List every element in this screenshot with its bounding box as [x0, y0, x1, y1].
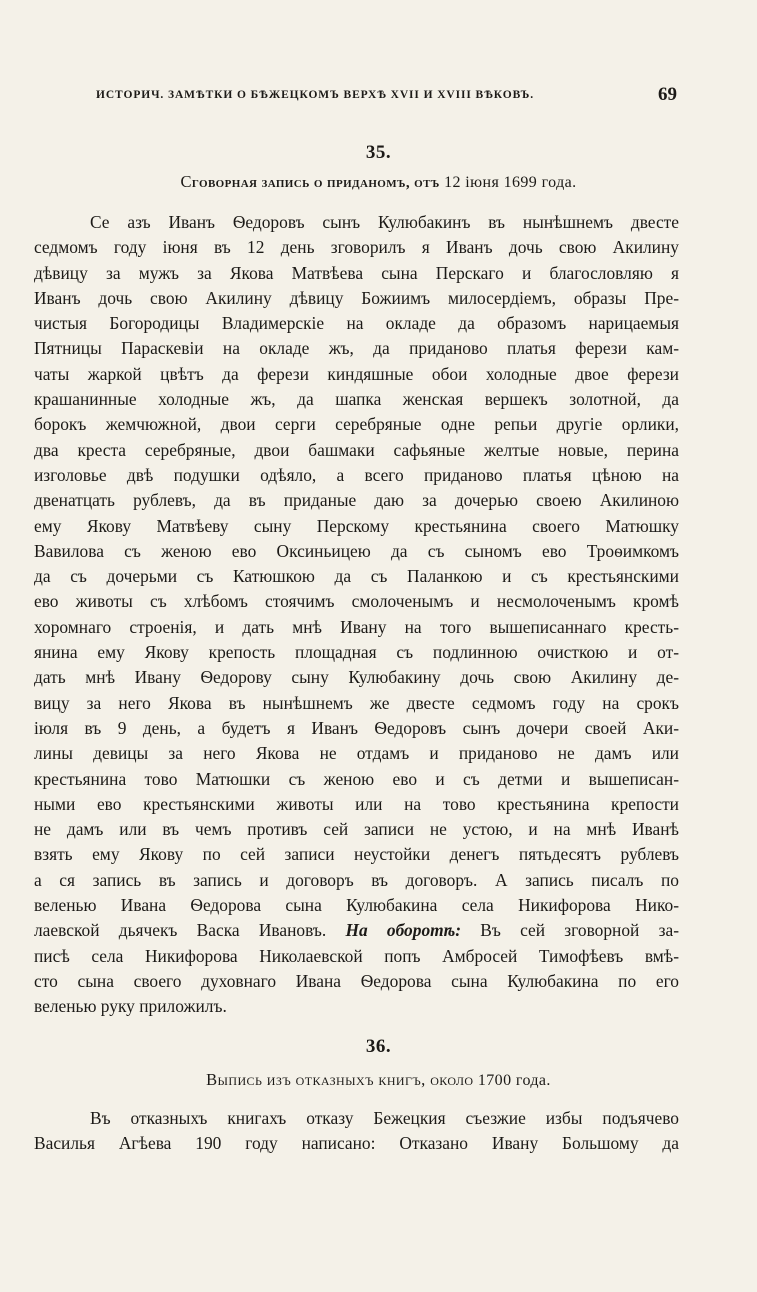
- text-line: Се азъ Иванъ Ѳедоровъ сынъ Кулюбакинъ въ нынѣшнемъ двесте: [90, 212, 679, 232]
- text-line: а ся запись въ запись и договоръ въ договоръ. А запись писалъ по: [34, 869, 679, 890]
- heading-date: 12 іюня 1699 года.: [444, 174, 577, 191]
- text-line: борокъ жемчюжной, двои серги серебряные одне репьи другіе орлики,: [34, 414, 679, 435]
- text-line: янина ему Якову крепость площадная съ подлинною очисткою и от-: [34, 642, 679, 663]
- text-line: ево животы съ хлѣбомъ стоячимъ смолоченымъ и несмолоченымъ кромѣ: [34, 591, 679, 612]
- text-line: веленью Ивана Ѳедорова сына Кулюбакина села Никифорова Нико-: [34, 895, 679, 916]
- text-line: взять ему Якову по сей записи неустойки денегъ пятьдесятъ рублевъ: [34, 844, 679, 865]
- text-line: Василья Агѣева 190 году написано: Отказано Ивану Большому да: [34, 1133, 679, 1154]
- text-line: двенатцать рублевъ, да въ приданые даю за дочерью своею Акилиною: [34, 490, 679, 511]
- text-line: ему Якову Матвѣеву сыну Перскому крестьянина своего Матюшку: [34, 515, 679, 536]
- text-line: два креста серебряные, двои башмаки сафьяные желтые новые, перина: [34, 439, 679, 460]
- line-segment: Въ сей зговорной за-: [480, 920, 679, 941]
- text-line: [34, 918, 679, 943]
- text-line: Пятницы Параскевіи на окладе жъ, да приданово платья ферези кам-: [34, 338, 679, 359]
- page-number: 69: [658, 84, 677, 105]
- running-head: [96, 86, 677, 108]
- text-line: не дамъ или въ чемъ противъ сей записи не устою, и на мнѣ Иванѣ: [34, 819, 679, 840]
- text-line: Иванъ дочь свою Акилину дѣвицу Божиимъ милосердіемъ, образы Пре-: [34, 287, 679, 308]
- text-line: іюля въ 9 день, а будетъ я Иванъ Ѳедоровъ сынъ дочери своей Аки-: [34, 717, 679, 738]
- text-line: дать мнѣ Ивану Ѳедорову сыну Кулюбакину дочь свою Акилину де-: [34, 667, 679, 688]
- text-line: вицу за него Якова въ нынѣшнемъ же двесте седмомъ году на срокъ: [34, 692, 679, 713]
- text-line: да съ дочерьми съ Катюшкою да съ Паланкою и съ крестьянскими: [34, 566, 679, 587]
- text-line: писѣ села Никифорова Николаевской попъ Амбросей Тимофѣевъ вмѣ-: [34, 945, 679, 966]
- text-line: крестьянина тово Матюшки съ женою ево и съ детми и вышеписан-: [34, 768, 679, 789]
- text-line: чаты жаркой цвѣтъ да ферези киндяшные обои холодные двое ферези: [34, 363, 679, 384]
- document-body-36: [34, 1106, 679, 1157]
- text-line: крашанинные холодные жъ, да шапка женская вершекъ золотной, да: [34, 389, 679, 410]
- running-head-title: ИСТОРИЧ. ЗАМѢТКИ О БѢЖЕЦКОМЪ ВЕРХѢ XVII И XVIII ВѢКОВЪ.: [96, 89, 534, 101]
- heading-date: 1700 года.: [477, 1072, 551, 1089]
- heading-text: Выпись изъ отказныхъ книгъ, около: [206, 1070, 474, 1089]
- text-line: дѣвицу за мужъ за Якова Матвѣева сына Перскаго и благословляю я: [34, 262, 679, 283]
- text-line: сто сына своего духовнаго Ивана Ѳедорова сына Кулюбакина по его: [34, 970, 679, 991]
- document-heading-36: [36, 1070, 721, 1090]
- document-body-35: [34, 210, 679, 1020]
- text-line: чистыя Богородицы Владимерскіе на окладе да образомъ нарицаемыя: [34, 313, 679, 334]
- document-heading-35: [36, 172, 721, 192]
- text-line: изголовье двѣ подушки одѣяло, а всего приданово платья цѣною на: [34, 464, 679, 485]
- document-number-36: 36.: [365, 1036, 392, 1057]
- text-line: ными ево крестьянскими животы или на тово крестьянина крепости: [34, 793, 679, 814]
- heading-text: говорная запись о приданомъ, отъ: [191, 175, 440, 191]
- text-line: седмомъ году іюня въ 12 день зговорилъ я Иванъ дочь свою Акилину: [34, 237, 679, 258]
- text-line: хоромнаго строенія, и дать мнѣ Ивану на того вышеписаннаго кресть-: [34, 616, 679, 637]
- line-segment: лаевской дьячекъ Васка Ивановъ.: [34, 920, 327, 941]
- text-line: лины девицы за него Якова не отдамъ и приданово не дамъ или: [34, 743, 679, 764]
- heading-initial: С: [180, 172, 192, 191]
- document-number-35: 35.: [365, 142, 392, 163]
- text-line: Въ отказныхъ книгахъ отказу Бежецкия съезжие избы подъячево: [90, 1108, 679, 1128]
- text-line: веленью руку приложилъ.: [34, 996, 227, 1017]
- text-line: Вавилова съ женою ево Оксиньицею да съ сыномъ ево Троѳимкомъ: [34, 540, 679, 561]
- italic-annotation: На оборотѣ:: [345, 920, 462, 941]
